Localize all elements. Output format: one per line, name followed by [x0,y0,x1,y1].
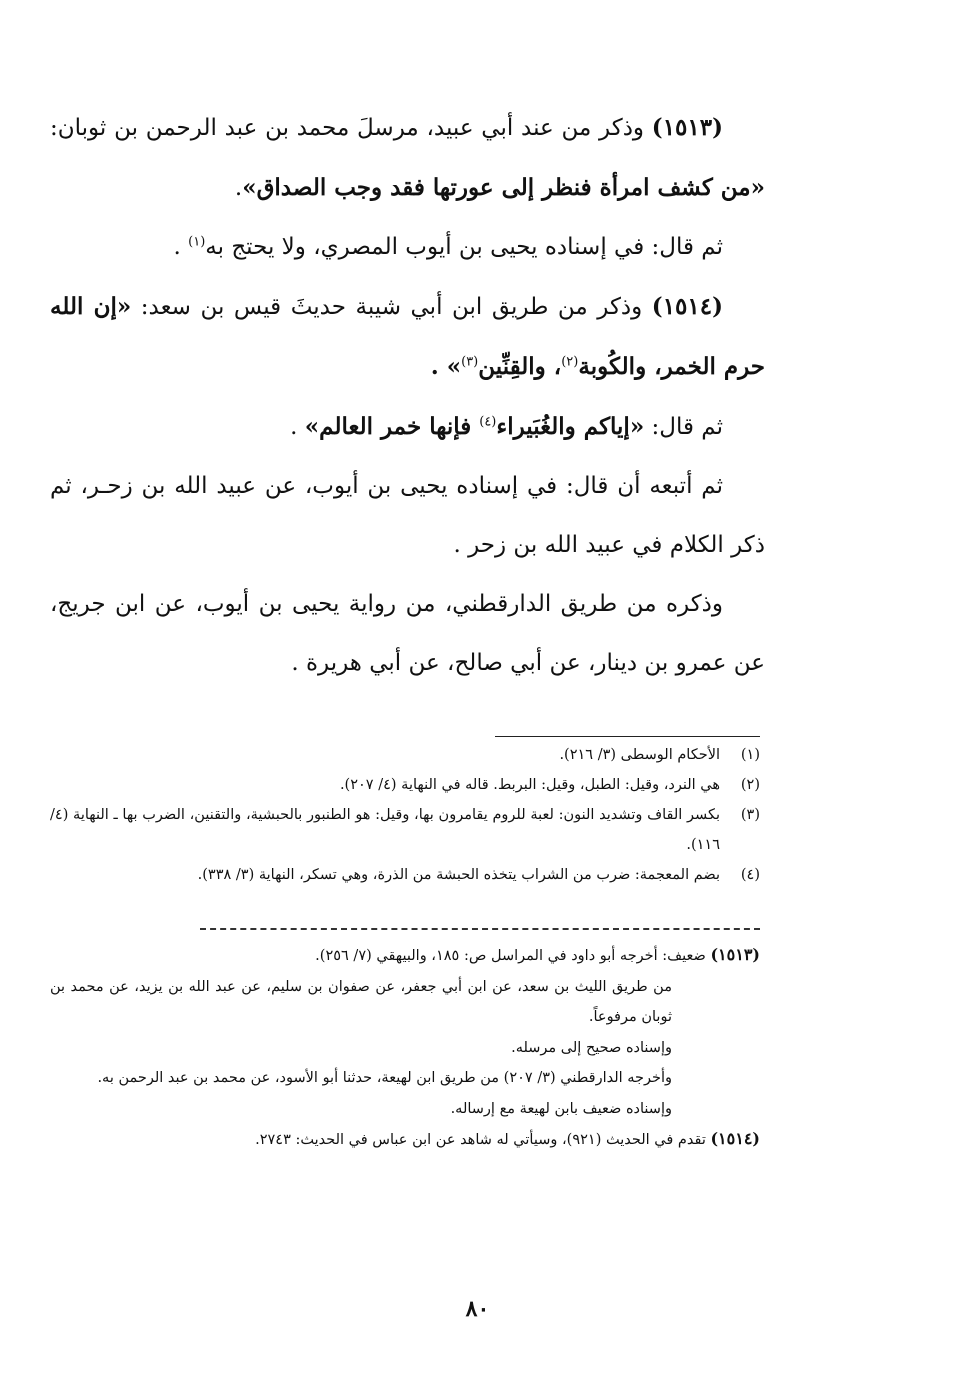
footnote-text: بضم المعجمة: ضرب من الشراب يتخذه الحبشة من الذرة، وهي تسكر، النهاية (٣/ ٣٣٨). [197,867,720,883]
footnote-ref[interactable]: (٣) [461,354,479,370]
footnote-text: الأحكام الوسطى (٣/ ٢١٦). [559,747,720,763]
page-number: ٨٠ [465,1296,490,1322]
footnote-marker: (٢) [740,777,760,793]
takhrij-heading-1513: (١٥١٣) ضعيف: أخرجه أبو داود في المراسل ص: ١٨٥، والبيهقي (٧/ ٢٥٦). [315,945,760,964]
paragraph-commentary: وذكره من طريق الدارقطني، من رواية يحيى بن أيوب، عن ابن جريج، عن عمرو بن دينار، عن أبي صالح، عن أبي هريرة . [50,591,765,676]
footnote-item [50,800,760,860]
footnote-separator [495,736,760,737]
hadith-number: (١٥١٣) [651,114,723,141]
footnote-marker: (١) [740,747,760,763]
footnote-item [50,860,760,890]
footnote-text: هي النرد، وقيل: الطبل، وقيل: البربط. قاله في النهاية (٤/ ٢٠٧). [339,777,720,793]
footnote-marker: (٣) [740,807,760,823]
hadith-number: (١٥١٤) [651,293,723,320]
hadith-number: (١٥١٤) [710,1129,760,1148]
footnote-ref[interactable]: (٢) [561,354,579,370]
paragraph-commentary: ثم أتبعه أن قال: في إسناده يحيى بن أيوب، عن عبيد الله بن زحـر، ثم ذكر الكلام في عبيد الله بن زحر . [50,473,765,558]
paragraph-1513: (١٥١٣) وذكر من عند أبي عبيد، مرسلَ محمد بن عبد الرحمن بن ثوبان: «من كشف امرأة فنظر إلى عورتها فقد وجب الصداق». [50,114,765,201]
footnote-ref[interactable]: (٤) [479,414,497,430]
takhrij-notes [50,940,760,1156]
footnote-item [50,740,760,770]
footnotes [50,740,760,890]
hadith-quote: «إياكم والغُبَيراء [496,413,645,440]
hadith-quote: «من كشف امرأة فنظر إلى عورتها فقد وجب الصداق» [242,174,765,201]
footnote-marker: (٤) [740,867,760,883]
footnote-text: بكسر القاف وتشديد النون: لعبة للروم يقامرون بها، وقيل: هو الطنبور بالحبشية، والتقنين، الضرب بها ـ النهاية (٤/ ١١٦). [50,807,720,853]
hadith-quote: «إن الله حرم الخمر، والكُوبة [50,293,765,380]
takhrij-line: وإسناده ضعيف بابن لهيعة مع إرساله. [450,1100,672,1117]
takhrij-heading-1514: (١٥١٤) تقدم في الحديث (٩٢١)، وسيأتي له شاهد عن ابن عباس في الحديث: ٢٧٤٣. [255,1129,760,1148]
takhrij-line: وإسناده صحيح إلى مرسله. [511,1039,672,1056]
takhrij-line: وأخرجه الدارقطني (٣/ ٢٠٧) من طريق ابن لهيعة، حدثنا أبو الأسود، عن محمد بن عبد الرحمن به. [97,1070,672,1086]
paragraph-commentary: ثم قال: «إياكم والغُبَيراء$^{(٤)}$ فإنها خمر العالم» . [290,413,723,440]
takhrij-separator [200,928,760,930]
hadith-number: (١٥١٣) [710,945,760,964]
paragraph-1514: (١٥١٤) وذكر من طريق ابن أبي شيبة حديثَ قيس بن سعد: «إن الله حرم الخمر، والكُوبة$^{(٢)}$، والقِنِّين$^{(٣)}$» . [50,293,765,380]
footnote-item [50,770,760,800]
paragraph-commentary: ثم قال: في إسناده يحيى بن أيوب المصري، ولا يحتج به$^{(١)}$ . [173,234,723,260]
main-text [50,98,765,693]
takhrij-line: من طريق الليث بن سعد، عن ابن أبي جعفر، عن صفوان بن سليم، عن عبد الله بن يزيد، عن محمد بن ثوبان مرفوعاً. [50,978,672,1025]
footnote-ref[interactable]: (١) [188,234,206,250]
